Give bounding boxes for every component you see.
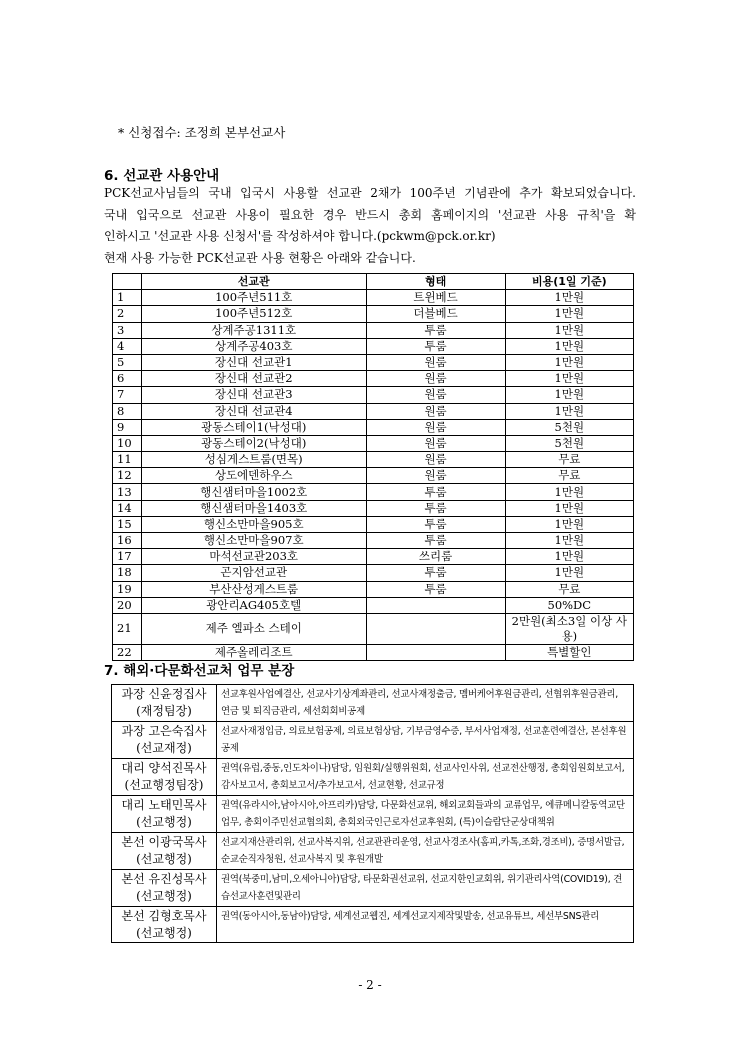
staff-name: 본선 이광국목사 [121,835,207,849]
cost: 1만원 [505,565,633,581]
staff-role: (선교행정) [136,852,192,866]
row-number: 6 [113,371,142,387]
row-number: 17 [113,549,142,565]
cost: 5천원 [505,419,633,435]
staff-name: 본선 유진성목사 [121,872,207,886]
cost: 1만원 [505,290,633,306]
duty-description: 권역(북중미,남미,오세아니아)담당, 타문화권선교위, 선교지한인교회위, 위기관리사역(COVID19), 견습선교사훈련및관리 [217,870,634,907]
room-type: 투룸 [366,484,505,500]
table-row [113,290,634,306]
duty-description: 권역(유라시아,남아시아,아프리카)담당, 다문화선교위, 해외교회들과의 교류업무, 에큐메니칼동역교단업무, 총회이주민선교협의회, 총회외국인근로자선교후원회, (특)이슬람단군상대책위 [217,796,634,833]
header-type: 형태 [366,274,505,290]
facility-name: 광안리AG405호텔 [141,597,366,613]
page-number: - 2 - [358,978,382,992]
facility-name: 광동스테이2(낙성대) [141,435,366,451]
table-row [113,597,634,613]
table-row [113,533,634,549]
facility-name: 상계주공1311호 [141,322,366,338]
row-number: 19 [113,581,142,597]
room-type: 원룸 [366,452,505,468]
row-number: 2 [113,306,142,322]
staff-cell [112,870,217,907]
row-number: 12 [113,468,142,484]
application-note: * 신청접수: 조정희 본부선교사 [118,125,286,140]
cost: 50%DC [505,597,633,613]
cost: 1만원 [505,306,633,322]
duty-row [112,759,634,796]
staff-cell [112,833,217,870]
duty-row [112,796,634,833]
row-number: 4 [113,338,142,354]
duty-table-body [112,685,634,943]
intro-line: PCK선교사님들의 국내 입국시 사용할 선교관 2채가 100주년 기념관에 추가 확보되었습니다. [104,186,636,200]
facility-name: 성심게스트룸(면목) [141,452,366,468]
cost: 1만원 [505,500,633,516]
row-number: 7 [113,387,142,403]
table-row [113,403,634,419]
cost: 1만원 [505,533,633,549]
table-row [113,387,634,403]
facility-name: 장신대 선교관1 [141,354,366,370]
facility-table-body [113,290,634,661]
duty-description: 선교사재정입금, 의료보험공제, 의료보험상담, 기부금영수증, 부서사업재정, 선교훈련예결산, 본선후원공제 [217,722,634,759]
staff-cell [112,685,217,722]
intro-line: 현재 사용 가능한 PCK선교관 사용 현황은 아래와 같습니다. [104,250,416,265]
row-number: 11 [113,452,142,468]
row-number: 21 [113,613,142,644]
table-row [113,565,634,581]
row-number: 8 [113,403,142,419]
table-row [113,484,634,500]
cost: 1만원 [505,387,633,403]
duty-description: 선교후원사업예결산, 선교사기상계좌관리, 선교사재정출금, 멤버케어후원금관리, 선협위후원금관리, 연금 및 퇴직금관리, 세선회회비공제 [217,685,634,722]
room-type: 더블베드 [366,306,505,322]
room-type: 원룸 [366,371,505,387]
room-type: 투룸 [366,500,505,516]
intro-line: 국내 입국으로 선교관 사용이 필요한 경우 반드시 총회 홈페이지의 '선교관 사용 규칙'을 확 [104,207,636,222]
section-6-title: 6. 선교관 사용안내 [104,168,220,184]
table-row [113,419,634,435]
facility-name: 장신대 선교관3 [141,387,366,403]
room-type: 쓰리룸 [366,549,505,565]
room-type [366,644,505,660]
staff-name: 대리 양석진목사 [121,761,207,775]
duty-row [112,870,634,907]
staff-role: (선교재정) [136,741,192,755]
header-facility: 선교관 [141,274,366,290]
room-type [366,613,505,644]
table-row [113,371,634,387]
intro-line: 인하시고 '선교관 사용 신청서'를 작성하셔야 합니다.(pckwm@pck.or.kr) [104,229,496,243]
row-number: 9 [113,419,142,435]
row-number: 13 [113,484,142,500]
row-number: 15 [113,516,142,532]
row-number: 20 [113,597,142,613]
facility-name: 상계주공403호 [141,338,366,354]
room-type: 투룸 [366,581,505,597]
facility-name: 부산산성게스트룸 [141,581,366,597]
staff-name: 본선 김형호목사 [121,909,207,923]
room-type: 투룸 [366,565,505,581]
facility-name: 100주년512호 [141,306,366,322]
row-number: 3 [113,322,142,338]
staff-cell [112,907,217,943]
staff-role: (선교행정팀장) [124,778,204,792]
staff-cell [112,722,217,759]
facility-name: 광동스테이1(낙성대) [141,419,366,435]
table-row [113,581,634,597]
cost: 무료 [505,452,633,468]
staff-role: (재정팀장) [136,704,192,718]
facility-table [112,273,634,661]
room-type: 투룸 [366,533,505,549]
section-7-title: 7. 해외·다문화선교처 업무 분장 [104,663,295,679]
facility-name: 곤지암선교관 [141,565,366,581]
cost: 무료 [505,581,633,597]
table-row [113,613,634,644]
row-number: 18 [113,565,142,581]
staff-cell [112,759,217,796]
table-row [113,549,634,565]
facility-name: 제주올레리조트 [141,644,366,660]
facility-name: 장신대 선교관2 [141,371,366,387]
row-number: 14 [113,500,142,516]
room-type: 원룸 [366,419,505,435]
cost: 무료 [505,468,633,484]
header-cost: 비용(1일 기준) [505,274,633,290]
room-type [366,597,505,613]
duty-row [112,685,634,722]
table-row [113,338,634,354]
facility-name: 100주년511호 [141,290,366,306]
duty-row [112,907,634,943]
cost: 1만원 [505,338,633,354]
cost: 1만원 [505,484,633,500]
facility-name: 행신샘터마을1403호 [141,500,366,516]
room-type: 트윈베드 [366,290,505,306]
duty-description: 선교지재산관리위, 선교사복지위, 선교관관리운영, 선교사경조사(홈피,카톡,조화,경조비), 증명서발급, 순교순직자청원, 선교사복지 및 후원개발 [217,833,634,870]
cost: 1만원 [505,371,633,387]
room-type: 원룸 [366,387,505,403]
row-number: 16 [113,533,142,549]
staff-name: 대리 노태민목사 [121,798,207,812]
cost: 특별할인 [505,644,633,660]
facility-name: 장신대 선교관4 [141,403,366,419]
table-row [113,354,634,370]
cost: 1만원 [505,403,633,419]
duty-description: 권역(유럽,중동,인도차이나)담당, 임원회/실행위원회, 선교사인사위, 선교전산행정, 총회임원회보고서, 감사보고서, 총회보고서/추가보고서, 선교현황, 선교규정 [217,759,634,796]
section-6-intro [104,183,636,269]
cost: 1만원 [505,354,633,370]
table-row [113,306,634,322]
cost: 1만원 [505,322,633,338]
staff-role: (선교행정) [136,815,192,829]
room-type: 원룸 [366,354,505,370]
room-type: 투룸 [366,322,505,338]
table-header-row [113,274,634,290]
room-type: 투룸 [366,516,505,532]
room-type: 투룸 [366,338,505,354]
facility-name: 행신소만마을905호 [141,516,366,532]
staff-name: 과장 고은숙집사 [121,724,207,738]
duty-row [112,833,634,870]
room-type: 원룸 [366,468,505,484]
table-row [113,516,634,532]
cost: 2만원(최소3일 이상 사용) [505,613,633,644]
table-row [113,468,634,484]
row-number: 5 [113,354,142,370]
staff-name: 과장 신윤정집사 [121,687,207,701]
staff-cell [112,796,217,833]
facility-name: 행신소만마을907호 [141,533,366,549]
cost: 5천원 [505,435,633,451]
facility-name: 상도에덴하우스 [141,468,366,484]
row-number: 1 [113,290,142,306]
cost: 1만원 [505,549,633,565]
duty-description: 권역(동아시아,동남아)담당, 세계선교웹진, 세계선교지제작및발송, 선교유튜브, 세선부SNS관리 [217,907,634,943]
row-number: 10 [113,435,142,451]
staff-role: (선교행정) [136,926,192,940]
facility-name: 마석선교관203호 [141,549,366,565]
duty-row [112,722,634,759]
room-type: 원룸 [366,403,505,419]
facility-name: 제주 엘파소 스테이 [141,613,366,644]
duty-table [111,684,634,943]
table-row [113,435,634,451]
room-type: 원룸 [366,435,505,451]
header-number [113,274,142,290]
facility-name: 행신샘터마을1002호 [141,484,366,500]
table-row [113,452,634,468]
cost: 1만원 [505,516,633,532]
row-number: 22 [113,644,142,660]
table-row [113,500,634,516]
table-row [113,322,634,338]
staff-role: (선교행정) [136,889,192,903]
